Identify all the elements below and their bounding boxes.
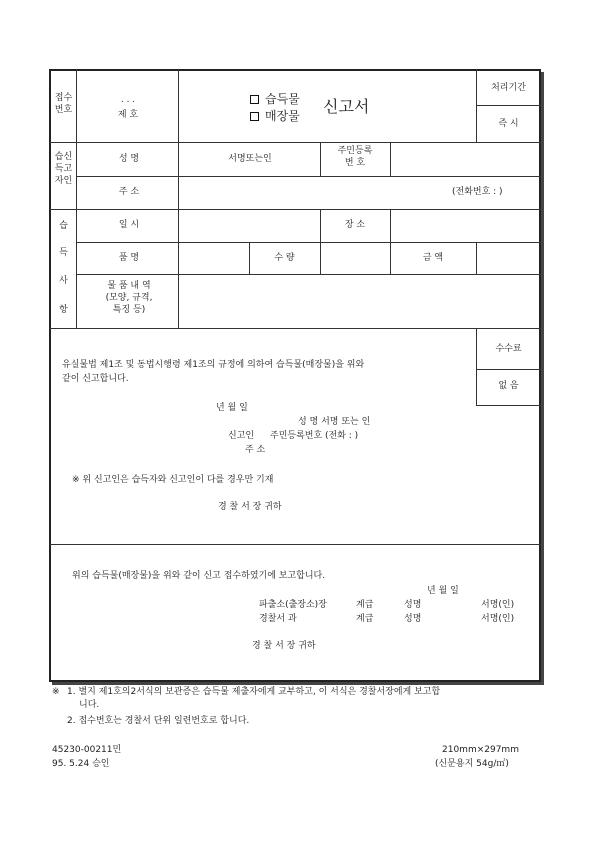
- item-label: 품 명: [118, 253, 140, 263]
- name-label: 성 명: [118, 154, 140, 164]
- form-code: 45230-00211민: [52, 745, 122, 755]
- datetime-field[interactable]: [180, 211, 319, 241]
- receipt-dots: . . .: [120, 95, 136, 105]
- title-option-found: 습득물: [265, 92, 300, 106]
- footnote-1-line2: 니다.: [79, 700, 100, 710]
- checkbox-found-item[interactable]: [250, 95, 259, 104]
- contents-label: 물 품 내 역 (모양, 규격, 특징 등): [105, 281, 153, 315]
- rule: [49, 328, 541, 329]
- rule: [49, 544, 541, 545]
- address-field[interactable]: [180, 178, 450, 208]
- receipt-label: 접수 번호: [54, 93, 73, 115]
- rule: [76, 274, 541, 275]
- details-section-label: 습 득 사 항: [59, 221, 68, 315]
- declaration-text-line2: 같이 신고합니다.: [62, 374, 129, 384]
- footnote-2: 2. 접수번호는 경찰서 단위 일련번호로 합니다.: [67, 716, 250, 726]
- phone-hint: (전화번호 : ): [452, 187, 503, 197]
- declaration-name-row: 성 명 서명 또는 인: [298, 417, 371, 427]
- declaration-address-row: 주 소: [245, 445, 266, 455]
- rule: [476, 369, 541, 370]
- rule: [476, 328, 477, 405]
- address-label: 주 소: [118, 187, 140, 197]
- rule: [49, 209, 541, 210]
- rule: [76, 176, 541, 177]
- rule: [178, 69, 179, 142]
- name-sign-hint: 서명또는인: [228, 154, 272, 164]
- fee-label: 수수료: [495, 344, 522, 354]
- processing-period-value: 즉 시: [498, 119, 519, 129]
- rule: [49, 142, 541, 143]
- report-row2-office: 경찰서 과: [259, 614, 297, 624]
- form-title: 신고서: [323, 97, 370, 116]
- processing-period-label: 처리기간: [491, 83, 526, 93]
- declaration-note: ※ 위 신고인은 습득자와 신고인이 다를 경우만 기재: [72, 475, 274, 485]
- rule: [476, 69, 477, 142]
- frame-shadow-right: [541, 72, 544, 684]
- report-text: 위의 습득물(매장물)을 위와 같이 신고 접수하였기에 보고합니다.: [72, 571, 326, 581]
- rule: [390, 142, 391, 176]
- footnote-1-line1: 1. 별지 제1호의2서식의 보관증은 습득물 제출자에게 교부하고, 이 서식은 경찰서장에게 보고합: [67, 687, 441, 697]
- report-row2-sign: 서명(인): [481, 614, 515, 624]
- checkbox-buried-item[interactable]: [250, 112, 259, 121]
- rule: [76, 69, 77, 328]
- declaration-text-line1: 유실물법 제1조 및 동법시행령 제1조의 규정에 의하여 습득물(매장물)을 위와: [62, 360, 365, 370]
- rule: [320, 242, 321, 274]
- quantity-label: 수 량: [274, 253, 295, 263]
- report-row1-rank: 계급: [356, 600, 374, 610]
- contents-field[interactable]: [180, 276, 540, 327]
- report-row2-rank: 계급: [356, 614, 374, 624]
- rule: [476, 242, 477, 274]
- rrn-field[interactable]: [392, 144, 540, 175]
- finder-section-label: 습신 득고 자인: [54, 152, 73, 186]
- receipt-number: 제 호: [117, 110, 139, 120]
- report-row1-name: 성명: [404, 600, 422, 610]
- reporter-label: 신고인: [228, 431, 255, 441]
- approval-date: 95. 5.24 승인: [52, 759, 110, 769]
- rule: [178, 142, 179, 328]
- title-option-buried: 매장물: [265, 109, 300, 123]
- rule: [76, 242, 541, 243]
- report-date: 년 월 일: [427, 586, 459, 596]
- report-row2-name: 성명: [404, 614, 422, 624]
- amount-label: 금 액: [422, 253, 444, 263]
- place-label: 장 소: [344, 220, 366, 230]
- place-field[interactable]: [392, 211, 540, 241]
- datetime-label: 일 시: [118, 220, 140, 230]
- fee-value: 없 음: [498, 381, 519, 391]
- footnote-mark: ※: [52, 687, 60, 697]
- declaration-addressee: 경 찰 서 장 귀하: [218, 502, 282, 512]
- frame-shadow-bottom: [52, 682, 544, 685]
- report-addressee: 경 찰 서 장 귀하: [252, 641, 316, 651]
- rule: [476, 105, 541, 106]
- report-row1-office: 파출소(출장소)장: [259, 600, 327, 610]
- declaration-rrn-row: 주민등록번호 (전화 : ): [270, 431, 359, 441]
- declaration-date: 년 월 일: [216, 403, 248, 413]
- paper-type: (신문용지 54g/㎡): [435, 759, 509, 769]
- rrn-label: 주민등록 번 호: [337, 146, 373, 168]
- rule: [390, 209, 391, 274]
- paper-size: 210mm×297mm: [442, 745, 519, 755]
- report-row1-sign: 서명(인): [481, 600, 515, 610]
- rule: [476, 405, 541, 406]
